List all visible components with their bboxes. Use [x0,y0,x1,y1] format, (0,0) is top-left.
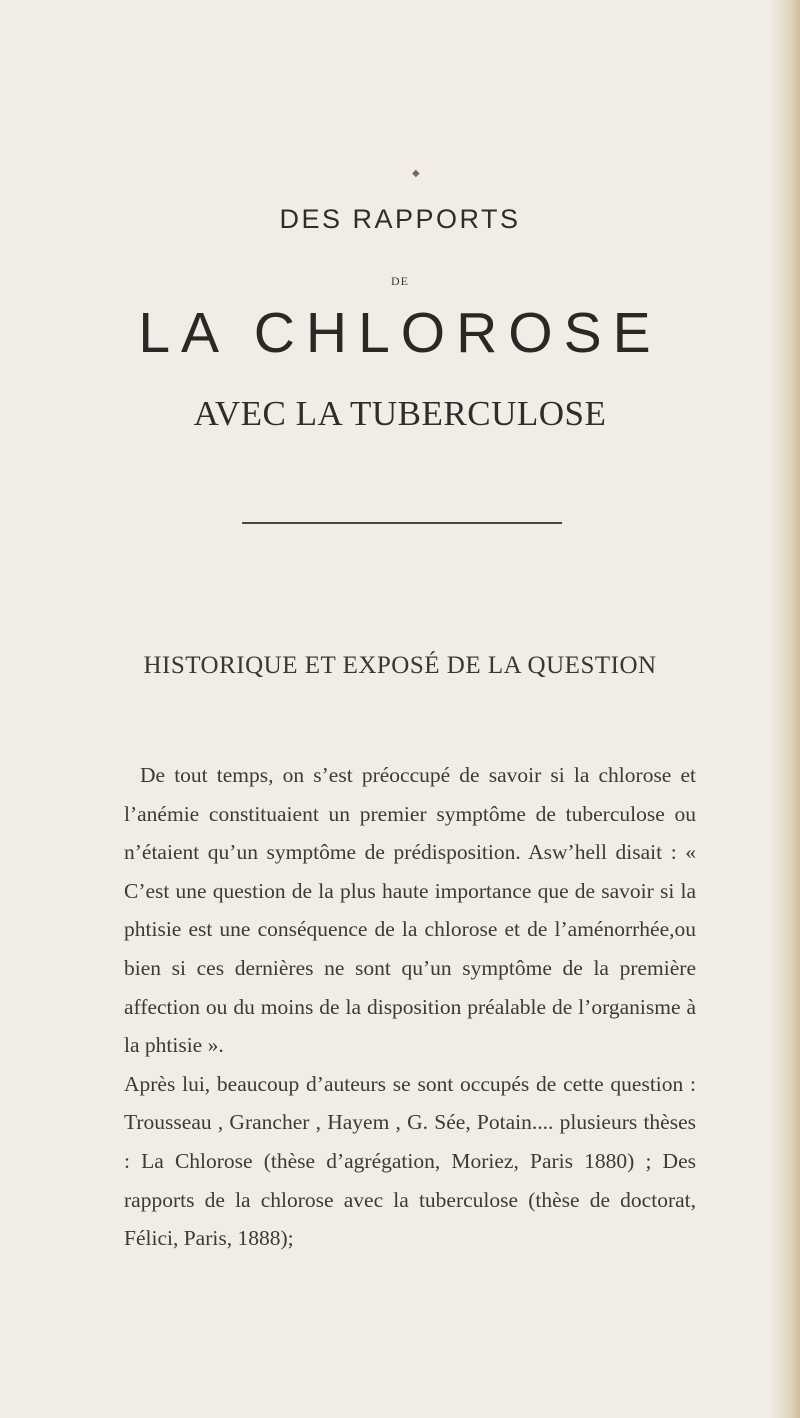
title-line-de: DE [391,274,409,288]
paragraph-2: Après lui, beaucoup d’auteurs se sont occupés de cette question : Trousseau , Grancher , Hayem , G. Sée, Potain.... plusieurs thèses : La Chlorose (thèse d’agrégation, Moriez, Paris 1880) ; Des rapports de la chlorose avec la tuberculose (thèse de doctorat, Félici, Paris, 1888); [124,1071,696,1251]
title-line-avec-la-tuberculose: AVEC LA TUBERCULOSE [193,394,607,433]
title-divider-rule [242,522,562,524]
ornament-mark: ◆ [412,168,420,179]
section-heading: HISTORIQUE ET EXPOSÉ DE LA QUESTION [143,652,657,679]
body-text [124,756,696,1258]
title-line-des-rapports: DES RAPPORTS [279,204,521,234]
title-line-la-chlorose: LA CHLOROSE [138,301,662,365]
paragraph-1: De tout temps, on s’est préoccupé de savoir si la chlorose et l’anémie constituaient un premier symptôme de tuberculose ou n’étaient qu’un symptôme de prédisposition. Asw’hell disait : « C’est une question de la plus haute importance que de savoir si la phtisie est une conséquence de la chlorose et de l’aménorrhée,ou bien si ces dernières ne sont qu’un symptôme de la première affection ou du moins de la disposition préalable de l’organisme à la phtisie ». [124,763,696,1058]
